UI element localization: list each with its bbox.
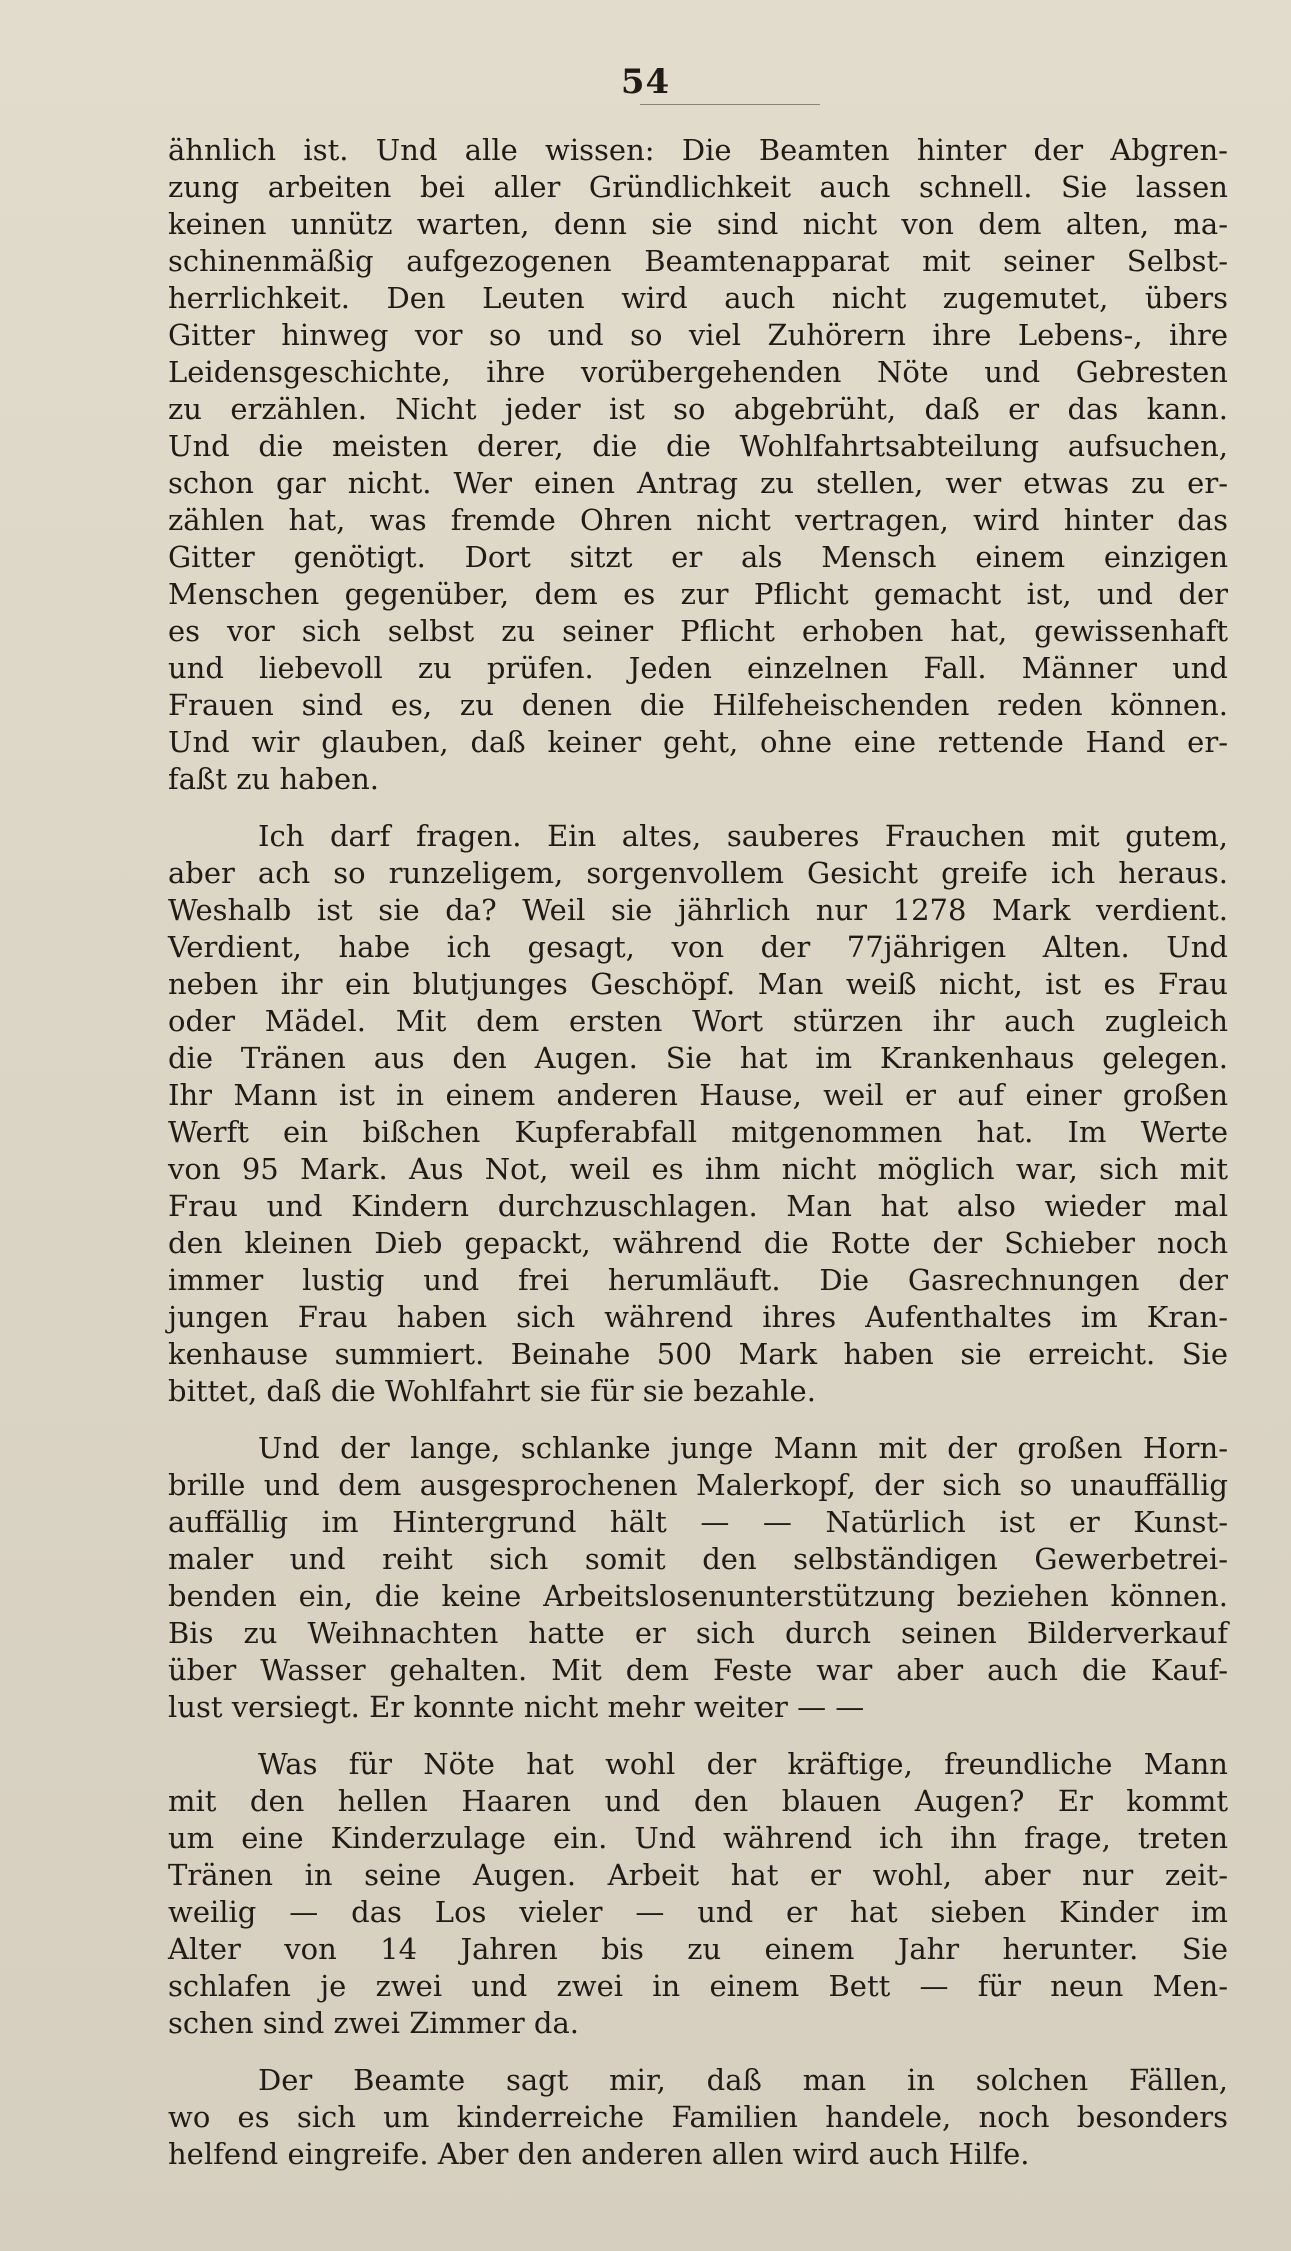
text-line: Der Beamte sagt mir, daß man in solchen Fällen,	[258, 2063, 1228, 2097]
text-line: schon gar nicht. Wer einen Antrag zu stellen, wer etwas zu er-	[168, 466, 1228, 500]
text-line: Gitter genötigt. Dort sitzt er als Mensch einem einzigen	[168, 540, 1228, 574]
text-line: Leidensgeschichte, ihre vorübergehenden Nöte und Gebresten	[168, 355, 1228, 389]
text-line: benden ein, die keine Arbeitslosenunterstützung beziehen können.	[168, 1579, 1228, 1613]
text-line: Alter von 14 Jahren bis zu einem Jahr herunter. Sie	[168, 1932, 1228, 1966]
text-line: mit den hellen Haaren und den blauen Augen? Er kommt	[168, 1784, 1228, 1818]
text-line: es vor sich selbst zu seiner Pflicht erhoben hat, gewissenhaft	[168, 614, 1228, 648]
text-line: zu erzählen. Nicht jeder ist so abgebrüht, daß er das kann.	[168, 392, 1228, 426]
text-line: oder Mädel. Mit dem ersten Wort stürzen ihr auch zugleich	[168, 1004, 1228, 1038]
text-line: faßt zu haben.	[168, 762, 380, 796]
text-line: und liebevoll zu prüfen. Jeden einzelnen Fall. Männer und	[168, 651, 1228, 685]
paragraph	[168, 2062, 1228, 2173]
paragraph	[168, 1746, 1228, 2042]
text-line: zung arbeiten bei aller Gründlichkeit auch schnell. Sie lassen	[168, 170, 1228, 204]
text-line: um eine Kinderzulage ein. Und während ich ihn frage, treten	[168, 1821, 1228, 1855]
text-line: auffällig im Hintergrund hält — — Natürlich ist er Kunst-	[168, 1505, 1228, 1539]
text-line: zählen hat, was fremde Ohren nicht vertragen, wird hinter das	[168, 503, 1228, 537]
text-line: Frau und Kindern durchzuschlagen. Man hat also wieder mal	[168, 1189, 1228, 1223]
text-line: ähnlich ist. Und alle wissen: Die Beamten hinter der Abgren-	[168, 133, 1228, 167]
text-line: helfend eingreife. Aber den anderen allen wird auch Hilfe.	[168, 2137, 1030, 2171]
text-line: Werft ein bißchen Kupferabfall mitgenommen hat. Im Werte	[168, 1115, 1228, 1149]
text-line: maler und reiht sich somit den selbständigen Gewerbetrei-	[168, 1542, 1228, 1576]
text-line: kenhause summiert. Beinahe 500 Mark haben sie erreicht. Sie	[168, 1337, 1228, 1371]
text-line: Bis zu Weihnachten hatte er sich durch seinen Bilderverkauf	[168, 1616, 1228, 1650]
text-line: lust versiegt. Er konnte nicht mehr weiter — —	[168, 1690, 865, 1724]
text-line: herrlichkeit. Den Leuten wird auch nicht zugemutet, übers	[168, 281, 1228, 315]
text-line: Und die meisten derer, die die Wohlfahrtsabteilung aufsuchen,	[168, 429, 1228, 463]
page-number: 54	[620, 62, 671, 102]
text-line: Und wir glauben, daß keiner geht, ohne eine rettende Hand er-	[168, 725, 1228, 759]
text-line: schlafen je zwei und zwei in einem Bett — für neun Men-	[168, 1969, 1228, 2003]
text-line: Tränen in seine Augen. Arbeit hat er wohl, aber nur zeit-	[168, 1858, 1228, 1892]
text-line: Menschen gegenüber, dem es zur Pflicht gemacht ist, und der	[168, 577, 1228, 611]
text-line: den kleinen Dieb gepackt, während die Rotte der Schieber noch	[168, 1226, 1228, 1260]
text-line: brille und dem ausgesprochenen Malerkopf, der sich so unauffällig	[168, 1468, 1228, 1502]
text-line: von 95 Mark. Aus Not, weil es ihm nicht möglich war, sich mit	[168, 1152, 1228, 1186]
body-text	[168, 132, 1228, 2193]
text-line: Verdient, habe ich gesagt, von der 77jährigen Alten. Und	[168, 930, 1228, 964]
text-line: wo es sich um kinderreiche Familien handele, noch besonders	[168, 2100, 1228, 2134]
text-line: aber ach so runzeligem, sorgenvollem Gesicht greife ich heraus.	[168, 856, 1228, 890]
text-line: keinen unnütz warten, denn sie sind nicht von dem alten, ma-	[168, 207, 1228, 241]
text-line: bittet, daß die Wohlfahrt sie für sie bezahle.	[168, 1374, 816, 1408]
text-line: Gitter hinweg vor so und so viel Zuhörern ihre Lebens-, ihre	[168, 318, 1228, 352]
text-line: Ihr Mann ist in einem anderen Hause, weil er auf einer großen	[168, 1078, 1228, 1112]
text-line: neben ihr ein blutjunges Geschöpf. Man weiß nicht, ist es Frau	[168, 967, 1228, 1001]
paragraph	[168, 818, 1228, 1410]
text-line: die Tränen aus den Augen. Sie hat im Krankenhaus gelegen.	[168, 1041, 1228, 1075]
text-line: schinenmäßig aufgezogenen Beamtenapparat mit seiner Selbst-	[168, 244, 1228, 278]
text-line: über Wasser gehalten. Mit dem Feste war aber auch die Kauf-	[168, 1653, 1228, 1687]
text-line: Frauen sind es, zu denen die Hilfeheischenden reden können.	[168, 688, 1228, 722]
text-line: Und der lange, schlanke junge Mann mit der großen Horn-	[258, 1431, 1228, 1465]
text-line: Ich darf fragen. Ein altes, sauberes Frauchen mit gutem,	[258, 819, 1228, 853]
text-line: Weshalb ist sie da? Weil sie jährlich nur 1278 Mark verdient.	[168, 893, 1228, 927]
header-rule	[640, 104, 820, 105]
text-line: weilig — das Los vieler — und er hat sieben Kinder im	[168, 1895, 1228, 1929]
text-line: immer lustig und frei herumläuft. Die Gasrechnungen der	[168, 1263, 1228, 1297]
paragraph	[168, 132, 1228, 798]
text-line: jungen Frau haben sich während ihres Aufenthaltes im Kran-	[168, 1300, 1228, 1334]
text-line: schen sind zwei Zimmer da.	[168, 2006, 579, 2040]
paragraph	[168, 1430, 1228, 1726]
text-line: Was für Nöte hat wohl der kräftige, freundliche Mann	[258, 1747, 1228, 1781]
